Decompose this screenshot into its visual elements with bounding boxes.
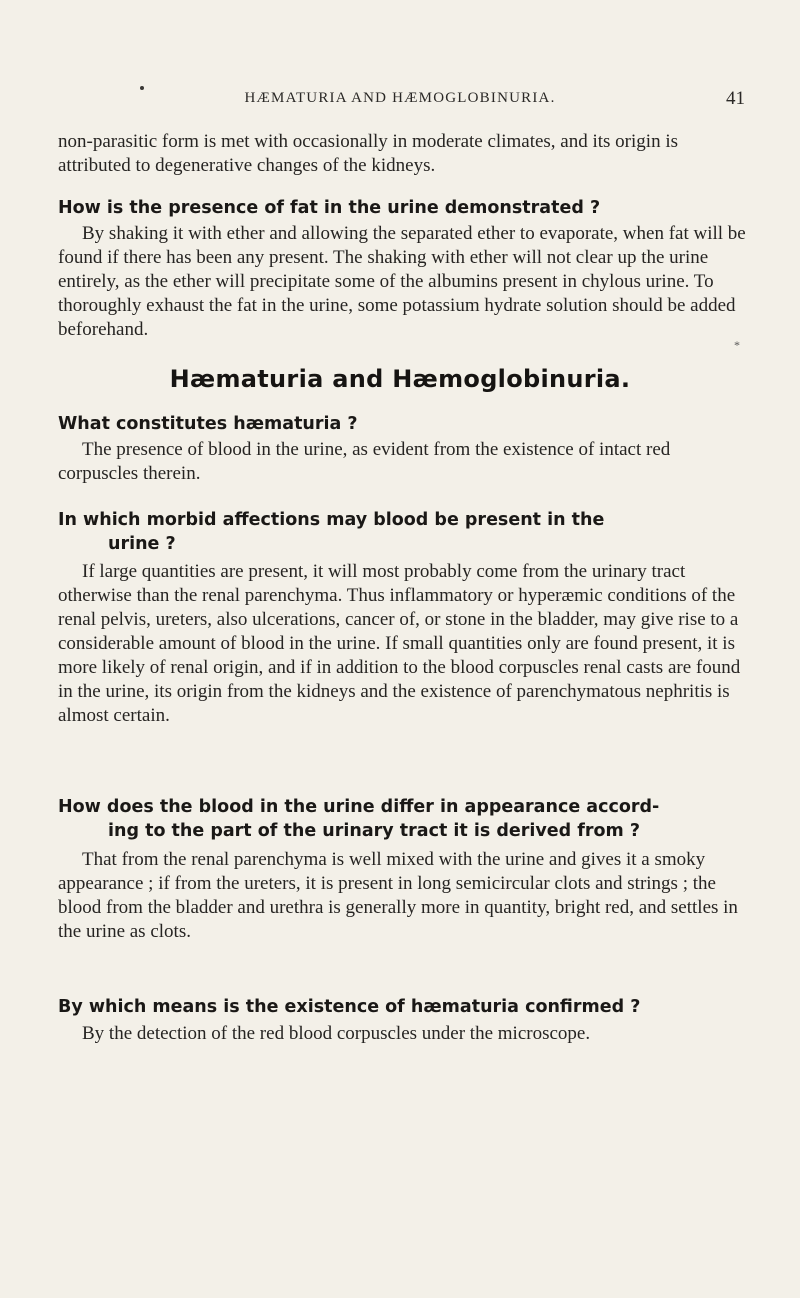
question-fat-demonstration: How is the presence of fat in the urine demonstrated ?: [58, 198, 601, 218]
answer-blood-appearance: That from the renal parenchyma is well mixed with the urine and gives it a smoky appearance ; if from the ureters, it is present in long semicircular clots and strings ; the blood from the bladder and urethra is generally more in quantity, bright red, and settles in the urine as clots.: [58, 849, 738, 942]
answer-morbid-affections: If large quantities are present, it will most probably come from the urinary tract otherwise than the renal parenchyma. Thus inflammatory or hyperæmic conditions of the renal pelvis, ureters, also ulcerations, cancer of, or stone in the bladder, may give rise to a considerable amount of blood in the urine. If small quantities only are found present, it is more likely of renal origin, and if in addition to the blood corpuscles renal casts are found in the urine, its origin from the kidneys and the existence of parenchymatous nephritis is almost certain.: [58, 561, 741, 726]
question-line-1: How does the blood in the urine differ in appearance accord-: [58, 797, 660, 817]
question-line-2: urine ?: [108, 534, 176, 554]
stray-mark: *: [734, 338, 740, 352]
question-blood-appearance: [58, 795, 748, 843]
question-line-2: ing to the part of the urinary tract it is derived from ?: [108, 821, 641, 841]
print-speck: [140, 86, 144, 90]
question-line-1: In which morbid affections may blood be present in the: [58, 510, 605, 530]
question-morbid-affections: [58, 508, 748, 556]
question-haematuria-definition: What constitutes hæmaturia ?: [58, 414, 358, 434]
answer-fat-demonstration: By shaking it with ether and allowing the separated ether to evaporate, when fat will be found if there has been any present. The shaking with ether will not clear up the urine entirely, as the ether will precipitate some of the albumins present in chylous urine. To thoroughly exhaust the fat in the urine, some potassium hydrate solution should be added beforehand.: [58, 223, 746, 340]
page-number: 41: [726, 88, 745, 109]
paragraph-continuation: non-parasitic form is met with occasionally in moderate climates, and its origin is attributed to degenerative changes of the kidneys.: [58, 131, 678, 176]
running-header: HÆMATURIA AND HÆMOGLOBINURIA.: [244, 90, 556, 106]
section-heading: Hæmaturia and Hæmoglobinuria.: [169, 365, 631, 393]
answer-haematuria-confirmation: By the detection of the red blood corpuscles under the microscope.: [82, 1023, 591, 1044]
question-haematuria-confirmation: By which means is the existence of hæmaturia confirmed ?: [58, 997, 641, 1017]
answer-haematuria-definition: The presence of blood in the urine, as evident from the existence of intact red corpuscles therein.: [58, 439, 671, 484]
